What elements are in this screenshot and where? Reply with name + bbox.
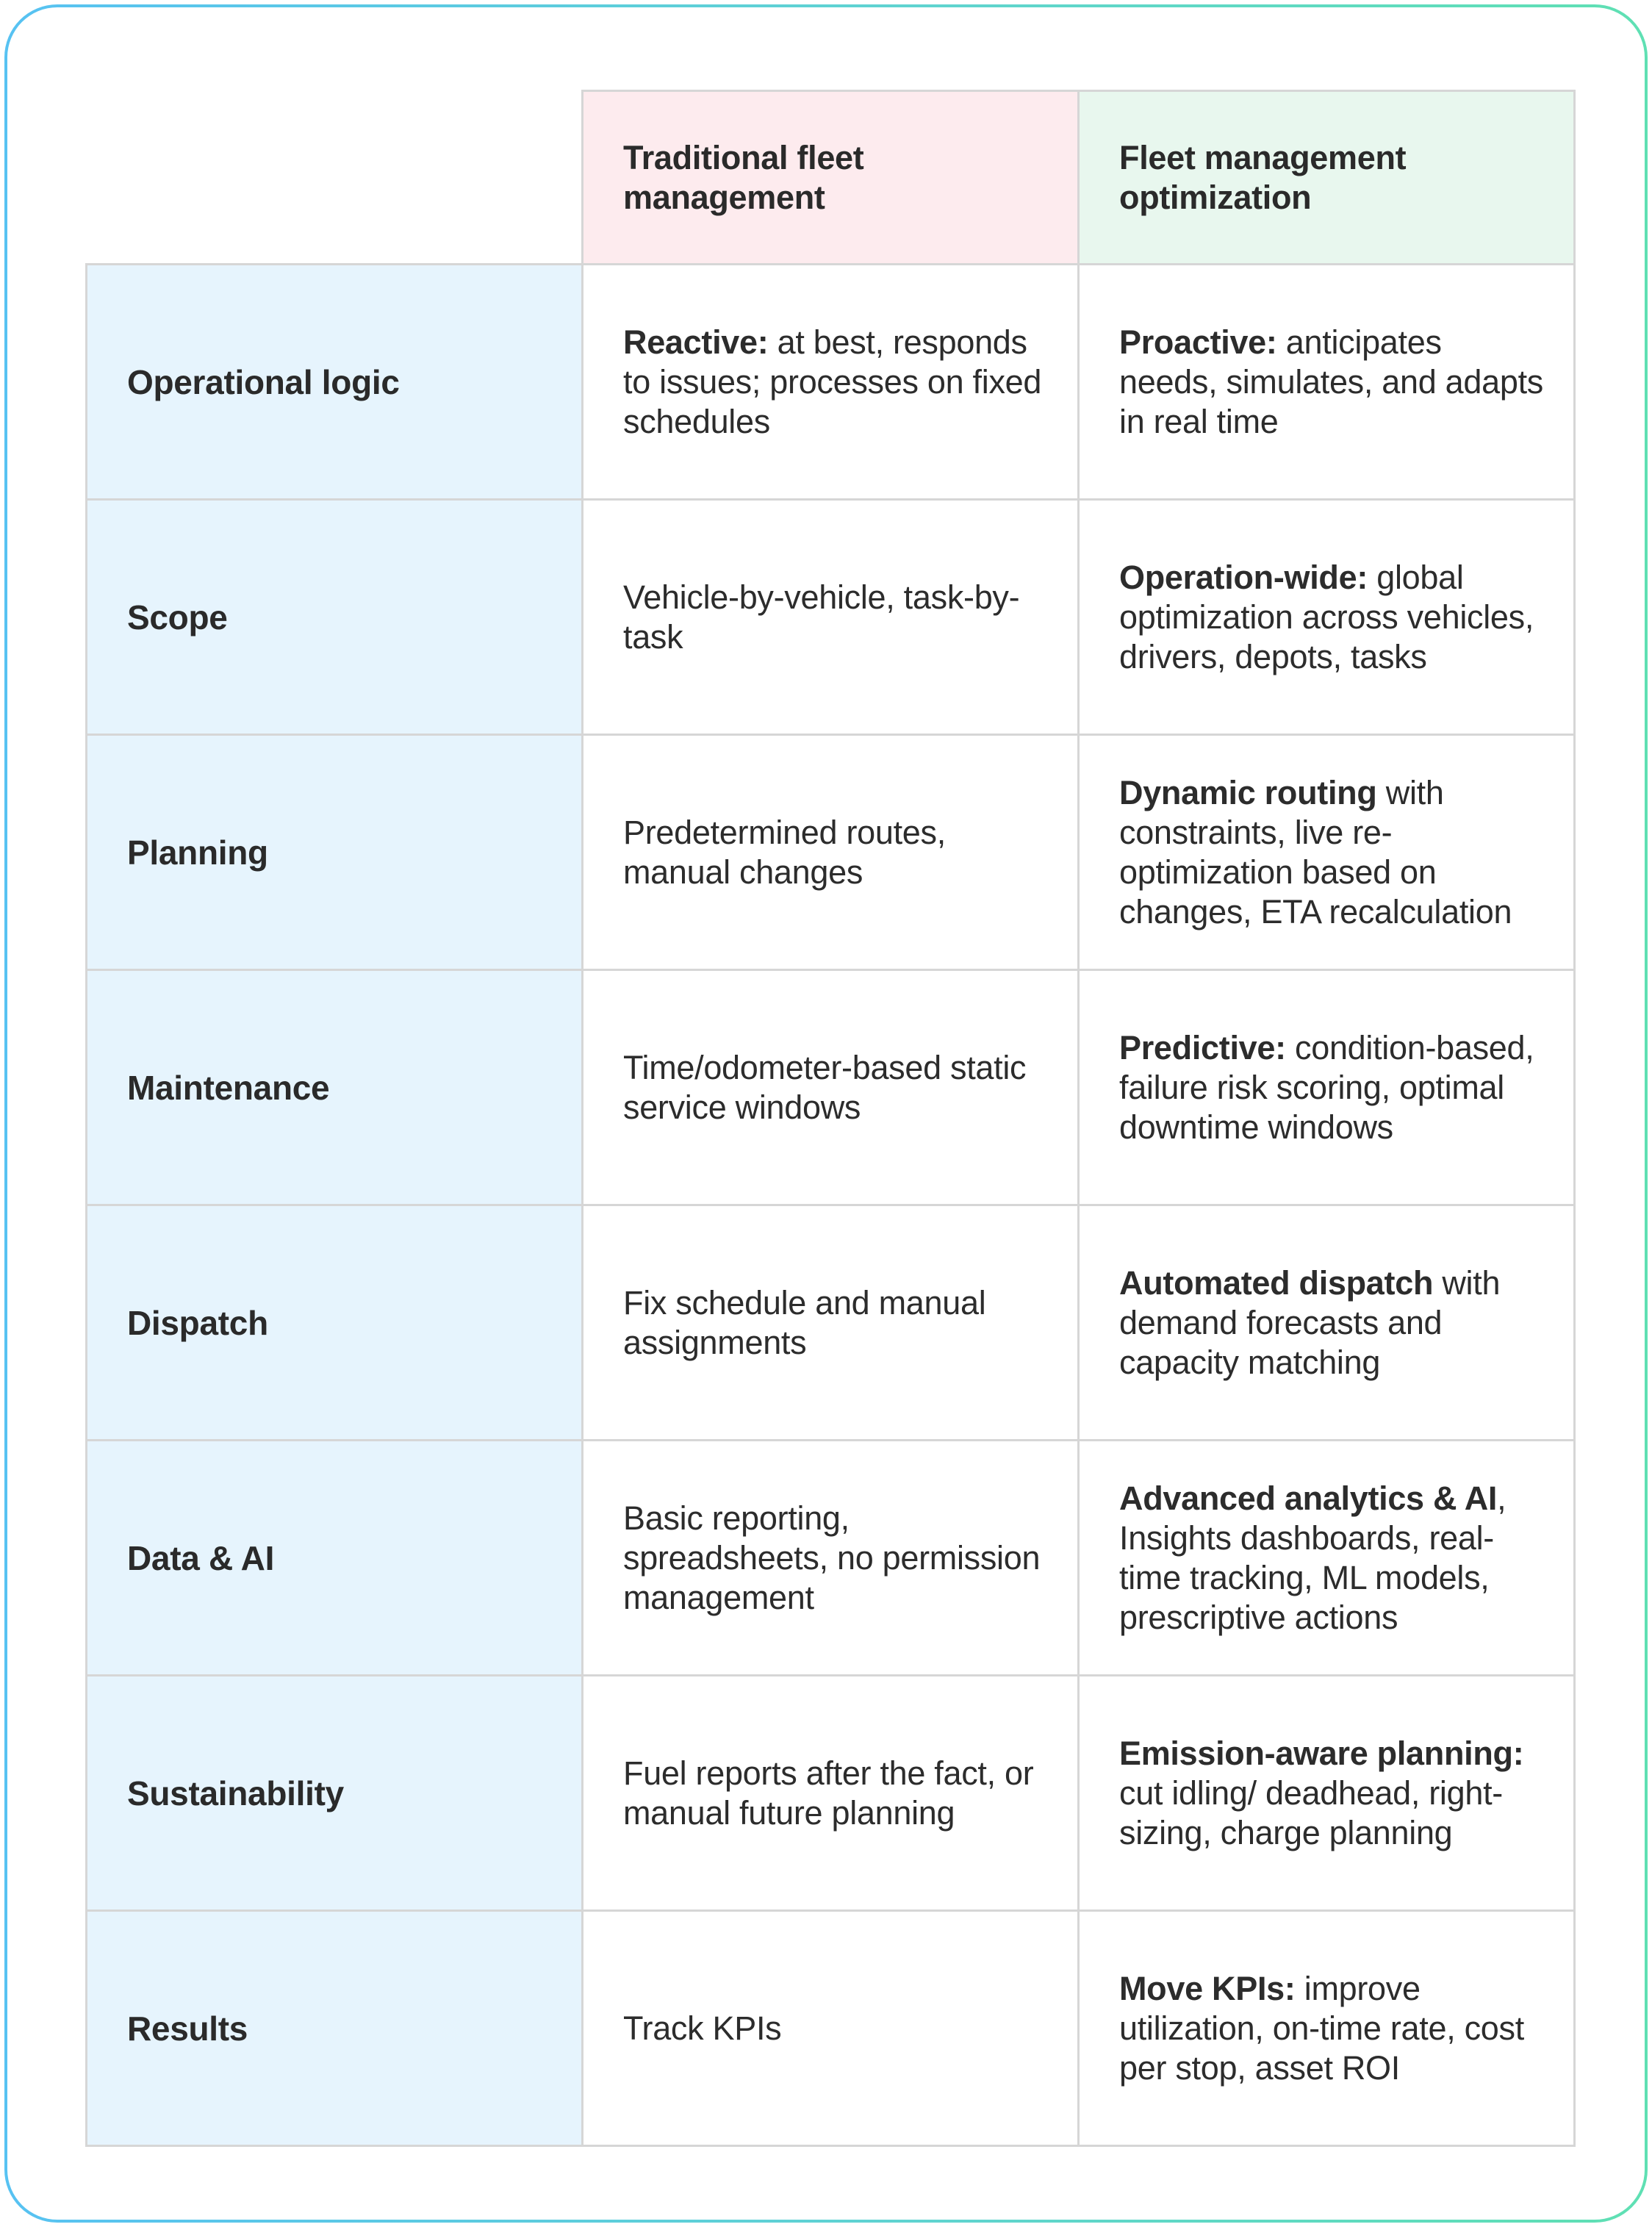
cell-emphasis: Automated dispatch: [1119, 1263, 1434, 1302]
cell-text: Vehicle-by-vehicle, task-by-task: [623, 578, 1020, 656]
cell-emphasis: Advanced analytics & AI: [1119, 1479, 1498, 1517]
card-border: [4, 4, 1648, 2223]
cell-text: Basic reporting, spreadsheets, no permission management: [623, 1499, 1041, 1616]
cell-text: cut idling/ deadhead, right-sizing, charge planning: [1119, 1774, 1503, 1851]
cell-text: with constraints, live re-optimization based on changes, ETA recalculation: [1119, 773, 1512, 930]
row-label: Results: [87, 1911, 583, 2146]
table-row: [87, 735, 1575, 970]
row-label: Data & AI: [87, 1441, 583, 1676]
optimization-cell: [1079, 1205, 1575, 1441]
cell-text: with demand forecasts and capacity matching: [1119, 1263, 1501, 1381]
cell-text: Fix schedule and manual assignments: [623, 1283, 986, 1361]
cell-text: condition-based, failure risk scoring, optimal downtime windows: [1119, 1028, 1534, 1146]
traditional-cell: [583, 1676, 1079, 1911]
traditional-cell: [583, 500, 1079, 735]
optimization-cell: [1079, 265, 1575, 500]
optimization-cell: [1079, 1441, 1575, 1676]
row-label: Sustainability: [87, 1676, 583, 1911]
table-row: [87, 1911, 1575, 2146]
row-label: Scope: [87, 500, 583, 735]
cell-emphasis: Reactive:: [623, 323, 769, 361]
header-row: [87, 91, 1575, 265]
table-row: [87, 1441, 1575, 1676]
table-row: [87, 265, 1575, 500]
optimization-cell: [1079, 500, 1575, 735]
cell-text: Time/odometer-based static service windows: [623, 1048, 1027, 1126]
traditional-cell: [583, 265, 1079, 500]
row-label: Operational logic: [87, 265, 583, 500]
cell-text: Predetermined routes, manual changes: [623, 813, 946, 891]
table-row: [87, 500, 1575, 735]
cell-text: Track KPIs: [623, 2009, 782, 2047]
cell-text: improve utilization, on-time rate, cost per stop, asset ROI: [1119, 1969, 1524, 2087]
traditional-cell: [583, 1911, 1079, 2146]
optimization-cell: [1079, 1676, 1575, 1911]
header-traditional: Traditional fleet management: [583, 91, 1079, 265]
corner-cell: [87, 91, 583, 265]
row-label: Maintenance: [87, 970, 583, 1205]
cell-text: anticipates needs, simulates, and adapts in real time: [1119, 323, 1543, 440]
cell-emphasis: Proactive:: [1119, 323, 1277, 361]
comparison-table: [85, 90, 1576, 2147]
cell-text: Fuel reports after the fact, or manual future planning: [623, 1754, 1034, 1832]
optimization-cell: [1079, 1911, 1575, 2146]
traditional-cell: [583, 1441, 1079, 1676]
cell-emphasis: Move KPIs:: [1119, 1969, 1296, 2007]
row-label: Planning: [87, 735, 583, 970]
cell-text: at best, responds to issues; processes on fixed schedules: [623, 323, 1042, 440]
optimization-cell: [1079, 735, 1575, 970]
cell-emphasis: Predictive:: [1119, 1028, 1286, 1066]
cell-text: global optimization across vehicles, drivers, depots, tasks: [1119, 558, 1534, 675]
cell-emphasis: Operation-wide:: [1119, 558, 1368, 596]
header-optimization: Fleet management optimization: [1079, 91, 1575, 265]
table-row: [87, 1676, 1575, 1911]
cell-emphasis: Dynamic routing: [1119, 773, 1377, 811]
traditional-cell: [583, 1205, 1079, 1441]
table-row: [87, 1205, 1575, 1441]
traditional-cell: [583, 970, 1079, 1205]
cell-text: , Insights dashboards, real-time tracking, ML models, prescriptive actions: [1119, 1479, 1506, 1636]
cell-emphasis: Emission-aware planning:: [1119, 1734, 1524, 1772]
card: [7, 7, 1645, 2220]
optimization-cell: [1079, 970, 1575, 1205]
row-label: Dispatch: [87, 1205, 583, 1441]
traditional-cell: [583, 735, 1079, 970]
table-row: [87, 970, 1575, 1205]
